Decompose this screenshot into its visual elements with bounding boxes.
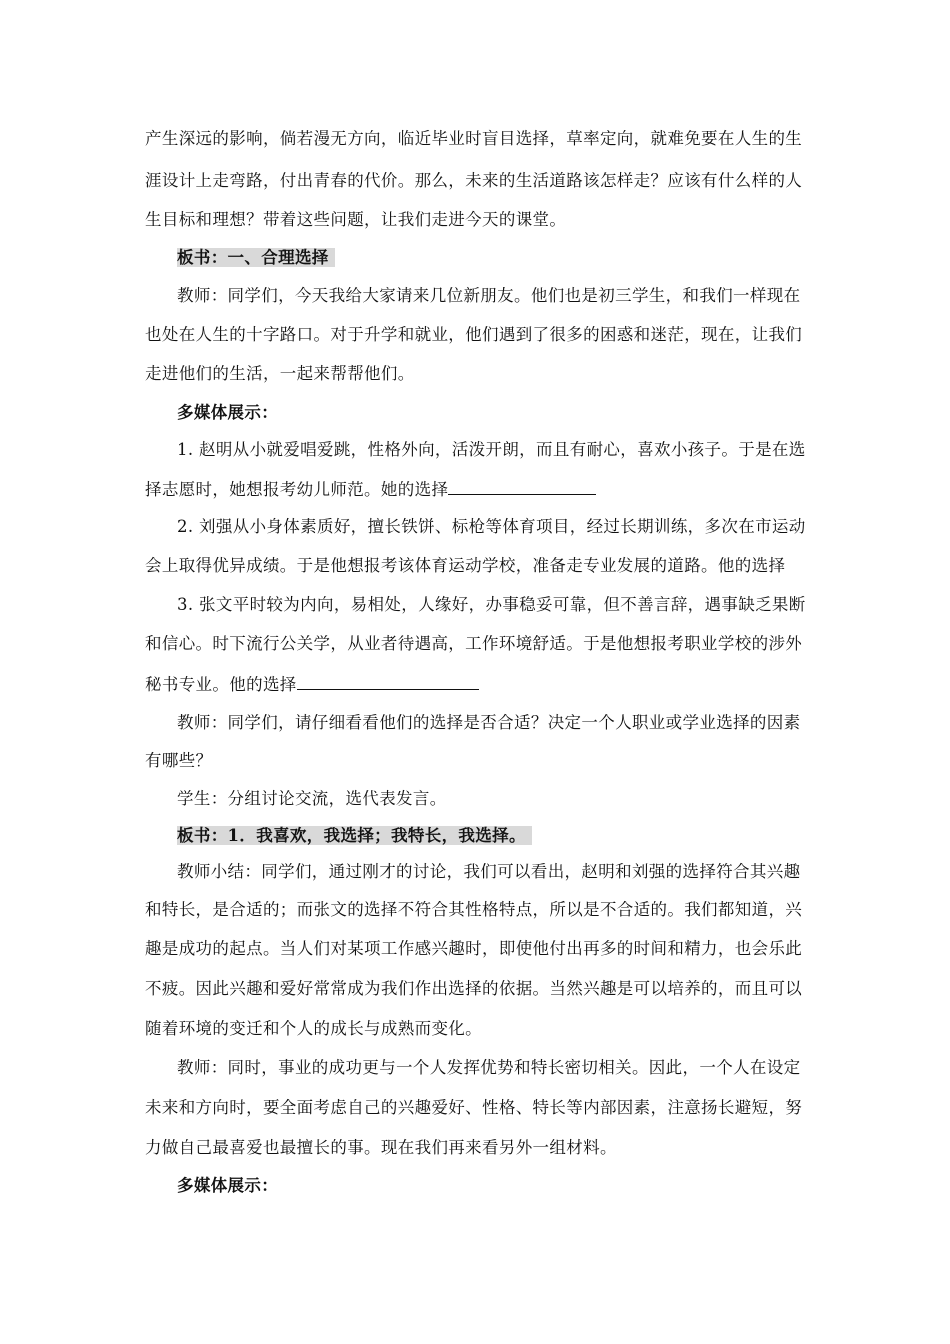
text-line <box>145 673 810 696</box>
text-line <box>145 478 810 501</box>
text-line: 也处在人生的十字路口。对于升学和就业，他们遇到了很多的困惑和迷茫，现在，让我们 <box>145 325 803 344</box>
text-line: 有哪些？ <box>145 751 213 770</box>
text-line-content: 秘书专业。他的选择 <box>145 675 297 694</box>
section-heading: 多媒体展示： <box>177 1176 279 1195</box>
text-line: 生目标和理想？带着这些问题，让我们走进今天的课堂。 <box>145 210 567 229</box>
board-heading-text: 板书：一、合理选择 <box>177 248 335 267</box>
text-line: 和特长，是合适的；而张文的选择不符合其性格特点，所以是不合适的。我们都知道，兴 <box>145 900 803 919</box>
text-line: 不疲。因此兴趣和爱好常常成为我们作出选择的依据。当然兴趣是可以培养的，而且可以 <box>145 979 803 998</box>
text-line: 1. 赵明从小就爱唱爱跳，性格外向，活泼开朗，而且有耐心，喜欢小孩子。于是在选 <box>177 440 806 459</box>
section-heading: 多媒体展示： <box>177 403 279 422</box>
text-line: 走进他们的生活，一起来帮帮他们。 <box>145 364 415 383</box>
answer-blank <box>448 478 596 495</box>
text-line: 涯设计上走弯路，付出青春的代价。那么，未来的生活道路该怎样走？应该有什么样的人 <box>145 171 803 190</box>
text-line: 学生：分组讨论交流，选代表发言。 <box>177 789 447 808</box>
text-line: 2. 刘强从小身体素质好，擅长铁饼、标枪等体育项目，经过长期训练，多次在市运动 <box>177 517 806 536</box>
board-heading <box>177 247 810 269</box>
text-line: 会上取得优异成绩。于是他想报考该体育运动学校，准备走专业发展的道路。他的选择 <box>145 556 786 575</box>
text-line: 产生深远的影响，倘若漫无方向，临近毕业时盲目选择，草率定向，就难免要在人生的生 <box>145 129 803 148</box>
text-line: 3. 张文平时较为内向，易相处，人缘好，办事稳妥可靠，但不善言辞，遇事缺乏果断 <box>177 595 806 614</box>
text-line: 未来和方向时，要全面考虑自己的兴趣爱好、性格、特长等内部因素，注意扬长避短，努 <box>145 1098 803 1117</box>
text-line: 随着环境的变迁和个人的成长与成熟而变化。 <box>145 1019 482 1038</box>
text-line-content: 择志愿时，她想报考幼儿师范。她的选择 <box>145 480 449 499</box>
text-line: 教师小结：同学们，通过刚才的讨论，我们可以看出，赵明和刘强的选择符合其兴趣 <box>177 862 801 881</box>
text-line: 趣是成功的起点。当人们对某项工作感兴趣时，即使他付出再多的时间和精力，也会乐此 <box>145 939 803 958</box>
board-heading <box>177 825 810 847</box>
text-line: 力做自己最喜爱也最擅长的事。现在我们再来看另外一组材料。 <box>145 1138 617 1157</box>
text-line: 教师：同时，事业的成功更与一个人发挥优势和特长密切相关。因此，一个人在设定 <box>177 1058 801 1077</box>
answer-blank <box>297 673 479 690</box>
text-line: 教师：同学们，今天我给大家请来几位新朋友。他们也是初三学生，和我们一样现在 <box>177 286 801 305</box>
text-line: 和信心。时下流行公关学，从业者待遇高，工作环境舒适。于是他想报考职业学校的涉外 <box>145 634 803 653</box>
text-line: 教师：同学们，请仔细看看他们的选择是否合适？决定一个人职业或学业选择的因素 <box>177 713 801 732</box>
board-heading-text: 板书：1．我喜欢，我选择；我特长，我选择。 <box>177 826 532 845</box>
